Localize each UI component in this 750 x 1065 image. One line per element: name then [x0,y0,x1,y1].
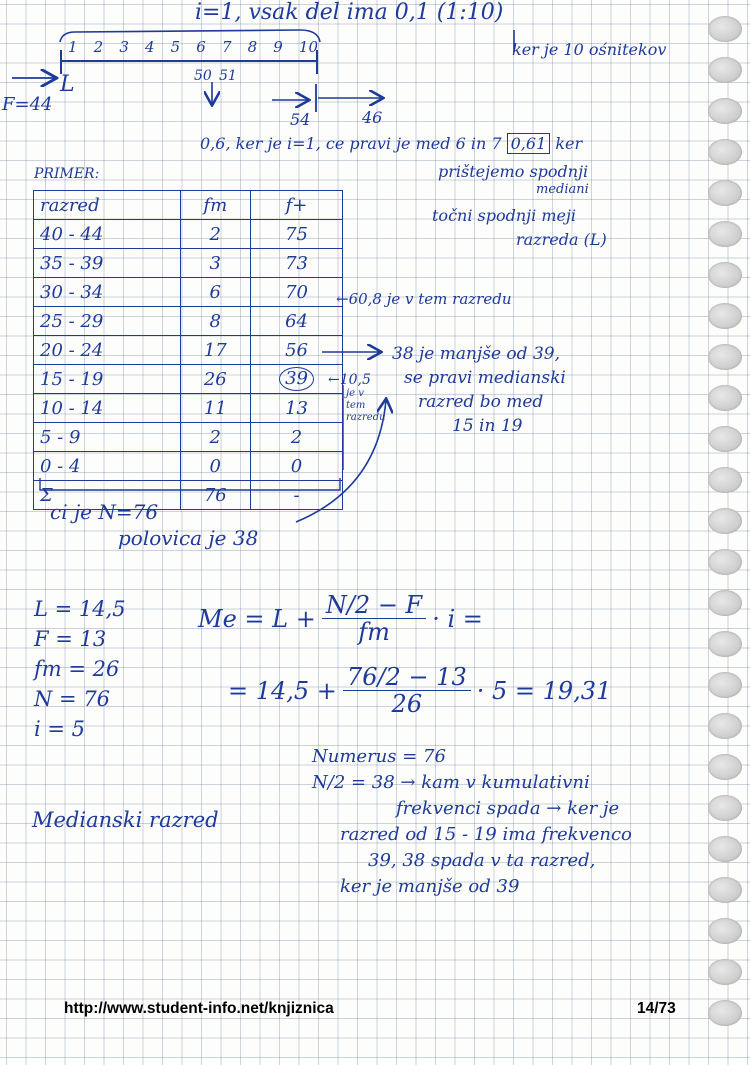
cell-fplus: 73 [251,249,343,278]
cell-razred: 0 - 4 [34,452,181,481]
note-38-d: 15 in 19 [452,416,523,436]
ruler-line [60,60,318,62]
explain-1: Numerus = 76 [312,746,446,767]
note-105-b: je v [346,388,364,399]
sub-denominator: 26 [391,690,423,718]
interval-note: i=1, vsak del ima 0,1 (1:10) [195,0,504,25]
cell-fplus: 13 [251,394,343,423]
footer-url[interactable]: http://www.student-info.net/knjiznica [64,1000,334,1017]
ruler-number: 7 [221,38,232,56]
marker-50: 50 [194,68,212,84]
variables-list [34,594,126,744]
ruler-tick [60,50,62,74]
table-row [34,278,343,307]
cell-razred: 40 - 44 [34,220,181,249]
var-n: N = 76 [34,687,111,711]
boxed-value: 0,61 [507,133,551,154]
cell-razred: 25 - 29 [34,307,181,336]
ruler-number: 3 [119,38,129,56]
table-row [34,394,343,423]
sub-fraction [343,664,471,717]
cell-fm: 0 [180,452,251,481]
mark-54: 54 [290,110,311,129]
note-mediani: mediani [536,182,589,197]
table-row [34,249,343,278]
note-38-c: razred bo med [418,392,544,412]
cell-fm: 8 [180,307,251,336]
cell-fm: 11 [180,394,251,423]
cell-fm: 6 [180,278,251,307]
explain-5: 39, 38 spada v ta razred, [368,850,596,871]
formula-fraction [322,592,426,645]
var-i: i = 5 [34,717,86,741]
ker-note: ker je 10 ośnitekov [512,40,667,59]
explain-tail: ker [555,134,583,153]
sub-tail: · 5 = 19,31 [476,676,612,705]
cell-fm: 26 [180,365,251,394]
explain-line [200,134,582,153]
cell-razred: 15 - 19 [34,365,181,394]
cell-razred: 20 - 24 [34,336,181,365]
cell-fm: 2 [180,423,251,452]
formula-denominator: fm [358,618,390,646]
marker-51: 51 [219,68,237,84]
table-row [34,452,343,481]
sub-prefix: = 14,5 + [228,676,337,705]
var-l: L = 14,5 [34,597,126,621]
cell-fplus: 56 [251,336,343,365]
explain-text: 0,6, ker je i=1, ce pravi je med 6 in 7 [200,134,502,153]
ruler-number: 6 [196,38,206,56]
ruler-number: 9 [273,38,283,56]
note-pristejemo: prištejemo spodnji [438,162,589,181]
table-header-row [34,191,343,220]
note-tocni: točni spodnji meji [432,206,577,225]
note-105-d: razredu [346,412,386,423]
formula-tail: · i = [432,604,483,633]
cell-razred: 30 - 34 [34,278,181,307]
cell-fplus: 0 [251,452,343,481]
explain-2: N/2 = 38 → kam v kumulativni [312,772,590,793]
header-fm: fm [180,191,251,220]
circled-value: 39 [279,367,314,391]
half-note: polovica je 38 [118,526,259,550]
ruler-number: 2 [93,38,104,56]
cell-razred: 35 - 39 [34,249,181,278]
table-row [34,220,343,249]
table-row [34,307,343,336]
table-row [34,365,343,394]
formula-lhs: Me = L + [198,604,316,633]
cell-fplus: 64 [251,307,343,336]
var-f: F = 13 [34,627,107,651]
sub-numerator: 76/2 − 13 [343,664,471,691]
var-fm: fm = 26 [34,657,120,681]
ruler-number: 4 [144,38,155,56]
cell-fplus: 2 [251,423,343,452]
ruler-number: 8 [247,38,258,56]
note-105-c: tem [346,400,366,411]
note-608: ←60,8 je v tem razredu [336,290,512,308]
median-formula [198,592,483,645]
explain-4: razred od 15 - 19 ima frekvenco [340,824,632,845]
header-razred: razred [34,191,181,220]
cell-razred: 5 - 9 [34,423,181,452]
header-fplus: f+ [251,191,343,220]
cell-razred: 10 - 14 [34,394,181,423]
l-label: L [60,72,75,97]
cell-fm: 76 [180,481,251,510]
mark-46: 46 [362,108,383,127]
ruler-numbers [68,38,318,56]
formula-numerator: N/2 − F [322,592,426,619]
n-note: ci je N=76 [50,500,159,524]
f-label: F=44 [2,94,53,115]
table-label: PRIMER: [34,166,100,182]
cell-razred: Σ [34,481,181,510]
cell-fplus: 70 [251,278,343,307]
cell-fm: 17 [180,336,251,365]
note-razreda: razreda (L) [516,230,607,249]
table-row [34,423,343,452]
note-38-a: 38 je manjše od 39, [392,344,560,364]
explanation-block [312,744,632,900]
ruler-number: 1 [68,38,78,56]
explain-6: ker je manjše od 39 [340,876,520,897]
page-number: 14/73 [637,1000,676,1017]
note-38-b: se pravi medianski [404,368,566,388]
note-105: ←10,5 [328,372,371,388]
cell-fplus: 75 [251,220,343,249]
medianski-heading: Medianski razred [32,808,219,832]
ruler-number: 10 [298,38,318,56]
formula-substitution [228,664,611,717]
ruler-number: 5 [170,38,181,56]
cell-fm: 2 [180,220,251,249]
cell-fplus: - [251,481,343,510]
cell-fm: 3 [180,249,251,278]
frequency-table [33,190,343,510]
explain-3: frekvenci spada → ker je [396,798,620,819]
table-row [34,336,343,365]
